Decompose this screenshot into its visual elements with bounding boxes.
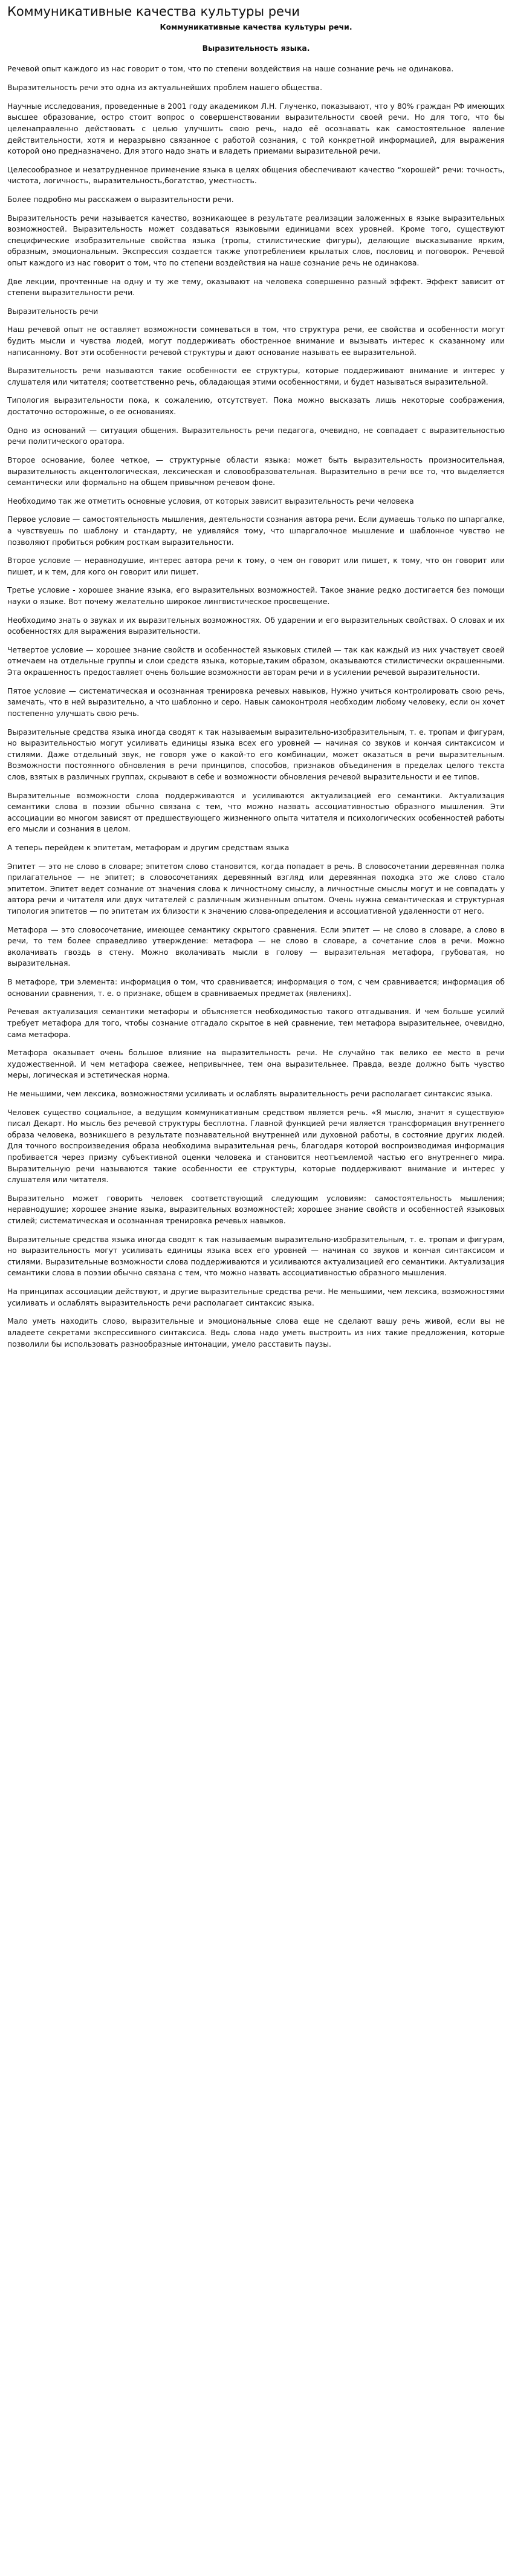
paragraph: Выразительные средства языка иногда сводят к так называемым выразительно-изобразительным, т. е. тропам и фигурам, но выразительностью могут усиливать единицы языка всех его уровней — начиная со звуков и кончая синтаксисом и стилями. Даже отдельный звук, не говоря уже о какой-то его комбинации, может оказаться в речи выразительным. Возможности постоянного обновления в речи принципов, способов, признаков объединения в пределах целого текста слов, взятых в различных группах, скрывают в себе и возможности обновления речевой выразительности и ее типов. [7, 727, 505, 781]
paragraph: Одно из оснований — ситуация общения. Выразительность речи педагога, очевидно, не совпадает с выразительностью речи политического оратора. [7, 425, 505, 446]
paragraph: Наш речевой опыт не оставляет возможности сомневаться в том, что структура речи, ее свойства и особенности могут будить мысли и чувства людей, могут поддерживать обостренное внимание и вызывать интерес к сказанному или написанному. Вот эти особенности речевой структуры и дают основание называть ее выразительной. [7, 325, 505, 357]
paragraph: Человек существо социальное, а ведущим коммуникативным средством является речь. «Я мыслю, значит я существую» писал Декарт. Но мысль без речевой структуры бесплотна. Главной функцией речи является трансформация внутреннего образа человека, возникшего в результате познавательной внутренней или духовной работы, в состояние других людей. Для точного воспроизведения образа необходима выразительная речь, благодаря которой воспроизводимая информация пробивается через призму субъективной оценки человека и становится неотъемлемой частью его внутреннего мира. Выразительную речи называются такие особенности ее структуры, которые поддерживают внимание и интерес у слушателя или читателя. [7, 1107, 505, 1185]
document-subtitle-2: Выразительность языка. [202, 43, 310, 53]
paragraph: Метафора оказывает очень большое влияние на выразительность речи. Не случайно так велико ее место в речи художественной. И чем метафора свежее, непривычнее, тем она выразительнее. Правда, везде должно быть чувство меры, логическая и эстетическая норма. [7, 1048, 505, 1080]
paragraph: Необходимо знать о звуках и их выразительных возможностях. Об ударении и его выразительных свойствах. О словах и их особенностях для выражения выразительности. [7, 615, 505, 636]
paragraph: Типология выразительности пока, к сожалению, отсутствует. Пока можно высказать лишь некоторые соображения, достаточно осторожные, о ее основаниях. [7, 395, 505, 417]
paragraph: Второе основание, более четкое, — структурные области языка: может быть выразительность произносительная, выразительность акцентологическая, лексическая и словообразовательная. Выразительно в речи все то, что выделяется семантически или формально на общем привычном речевом фоне. [7, 455, 505, 487]
paragraph: Выразительность речи называются такие особенности ее структуры, которые поддерживают внимание и интерес у слушателя или читателя; соответственно речь, обладающая этими особенностями, и будет называться выразительной. [7, 366, 505, 386]
paragraph: Второе условие — неравнодушие, интерес автора речи к тому, о чем он говорит или пишет, к тому, что он говорит или пишет, и к тем, для кого он говорит или пишет. [7, 556, 505, 576]
paragraph: Метафора — это словосочетание, имеющее семантику скрытого сравнения. Если эпитет — не слово в словаре, а слово в речи, то тем более справедливо утверждение: метафора — не слово в словаре, а сочетание слов в речи. Можно вколачивать гвоздь в стену. Можно вколачивать мысли в голову — выразительная метафора, грубоватая, но выразительная. [7, 925, 505, 968]
paragraph: Речевая актуализация семантики метафоры и объясняется необходимостью такого отгадывания. И чем больше усилий требует метафора для того, чтобы сознание отгадало скрытое в ней сравнение, тем метафора выразительнее, очевидно, сама метафора. [7, 1007, 505, 1039]
paragraph: Выразительность речи это одна из актуальнейших проблем нашего общества. [7, 83, 323, 93]
paragraph: Выразительность речи [7, 306, 99, 316]
paragraph: А теперь перейдем к эпитетам, метафорам и другим средствам языка [7, 842, 290, 852]
paragraph: Выразительные средства языка иногда сводят к так называемым выразительно-изобразительным, т. е. тропам и фигурам, но выразительность могут усиливать единицы языка всех его уровней — начиная со звуков и кончая синтаксисом и стилями. Выразительные возможности слова поддерживаются и усиливаются актуализацией его семантики. Актуализация семантики слова в поэзии обычно связана с тем, что можно назвать ассоциативностью образного мышления. [7, 1234, 505, 1278]
paragraph: Четвертое условие — хорошее знание свойств и особенностей языковых стилей — так как каждый из них участвует своей отмечаем на отдельные группы и слои средств языка, которые,таким образом, оказываются стилистически окрашенными. Эта окрашенность предоставляет очень большие возможности авторам речи и в усилении речевой выразительности. [7, 645, 505, 677]
paragraph: Выразительные возможности слова поддерживаются и усиливаются актуализацией его семантики. Актуализация семантики слова в поэзии обычно связана с тем, что можно назвать ассоциативностью образного мышления. Эти ассоциации во многом зависят от предшествующего жизненного опыта читателя и психологических особенностей работы его мысли и сознания в целом. [7, 790, 505, 834]
paragraph: Мало уметь находить слово, выразительные и эмоциональные слова еще не сделают вашу речь живой, если вы не владеете секретами экспрессивного синтаксиса. Ведь слова надо уметь выстроить из них такие предложения, которые позволили бы использовать разнообразные интонации, умело расставить паузы. [7, 1316, 505, 1348]
article-body [7, 63, 505, 1350]
paragraph: Две лекции, прочтенные на одну и ту же тему, оказывают на человека совершенно разный эффект. Эффект зависит от степени выразительности речи. [7, 276, 505, 298]
paragraph: Эпитет — это не слово в словаре; эпитетом слово становится, когда попадает в речь. В словосочетании деревянная полка прилагательное — не эпитет; в словосочетаниях деревянный взгляд или деревянная походка это же слово стало эпитетом. Эпитет ведет сознание от значения слова к личностному смыслу, а личностные смыслы могут и не совпадать у автора речи и читателя или двух читателей с различным жизненным опытом. Очень нужна семантическая и структурная типология эпитетов — по эпитетам их близости к значению слова-определения и ассоциативной удаленности от него. [7, 861, 505, 916]
paragraph: Первое условие — самостоятельность мышления, деятельности сознания автора речи. Если думаешь только по шпаргалке, а чувствуешь по шаблону и стандарту, не удивляйся тому, что шпаргалочное мышление и шаблонное чувство не позволяют пробиться робким росткам выразительности. [7, 515, 505, 547]
paragraph: Необходимо так же отметить основные условия, от которых зависит выразительность речи человека [7, 496, 414, 506]
paragraph: Целесообразное и незатрудненное применение языка в целях общения обеспечивают качество “хорошей” речи: точность, чистота, логичность, выразительность,богатство, уместность. [7, 164, 505, 186]
paragraph: Выразительность речи называется качество, возникающее в результате реализации заложенных в языке выразительных возможностей. Выразительность может создаваться языковыми единицами всех уровней. Кроме того, существуют специфические изобразительные свойства языка (тропы, стилистические фигуры), делающие высказывание ярким, образным, эмоциональным. Экспрессия создается также употреблением крылатых слов, пословиц и поговорок. Речевой опыт каждого из нас говорит о том, что по степени воздействия на наше сознание речь не одинакова. [7, 213, 505, 267]
document-subtitle: Коммуникативные качества культуры речи. [160, 22, 352, 32]
page-title: Коммуникативные качества культуры речи [7, 4, 300, 19]
paragraph: Речевой опыт каждого из нас говорит о том, что по степени воздействия на наше сознание речь не одинакова. [7, 64, 454, 74]
paragraph: Не меньшими, чем лексика, возможностями усиливать и ослаблять выразительность речи располагает синтаксис языка. [7, 1088, 493, 1098]
paragraph: В метафоре, три элемента: информация о том, что сравнивается; информация о том, с чем сравнивается; информация об основании сравнения, т. е. о признаке, общем в сравниваемых предметах (явлениях). [7, 977, 505, 998]
paragraph: Третье условие - хорошее знание языка, его выразительных возможностей. Такое знание редко достигается без помощи науки о языке. Вот почему желательно широкое лингвистическое просвещение. [7, 585, 505, 607]
paragraph: Научные исследования, проведенные в 2001 году академиком Л.Н. Глученко, показывают, что у 80% граждан РФ имеющих высшее образование, остро стоит вопрос о совершенствовании выразительности своей речи. Но для того, что бы целенаправленно действовать с целью улучшить свою речь, надо её осознавать как самостоятельное явление действительности, хотя и неразрывно связанное с работой сознания, с той конкретной информацией, для выражения которой оно предназначено. Для этого надо знать и владеть приемами выразительной речи. [7, 101, 505, 156]
paragraph: На принципах ассоциации действуют, и другие выразительные средства речи. Не меньшими, чем лексика, возможностями усиливать и ослаблять выразительность речи располагает синтаксис языка. [7, 1287, 505, 1307]
paragraph: Пятое условие — систематическая и осознанная тренировка речевых навыков, Нужно учиться контролировать свою речь, замечать, что в ней выразительно, а что шаблонно и серо. Навык самоконтроля необходим любому человеку, если он хочет постепенно улучшать свою речь. [7, 686, 505, 718]
paragraph: Выразительно может говорить человек соответствующий следующим условиям: самостоятельность мышления; неравнодушие; хорошее знание языка, выразительных возможностей; хорошее знание свойств и особенностей языковых стилей; систематическая и осознанная тренировка речевых навыков. [7, 1193, 505, 1226]
paragraph: Более подробно мы расскажем о выразительности речи. [7, 194, 234, 204]
